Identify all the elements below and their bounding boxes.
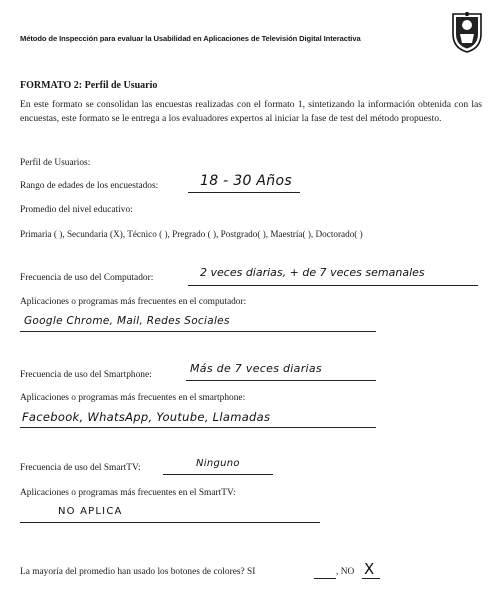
computer-frequency-value: 2 veces diarias, + de 7 veces semanales [200, 266, 425, 279]
smartphone-apps-line [20, 427, 376, 428]
smarttv-frequency-value: Ninguno [196, 458, 240, 469]
smartphone-frequency-value: Más de 7 veces diarias [190, 362, 322, 375]
computer-apps-label: Aplicaciones o programas más frecuentes en el computador: [20, 297, 247, 307]
profile-heading: Perfil de Usuarios: [20, 158, 91, 168]
computer-apps-value: Google Chrome, Mail, Redes Sociales [24, 315, 230, 327]
smartphone-apps-value: Facebook, WhatsApp, Youtube, Llamadas [22, 410, 271, 424]
computer-frequency-line [188, 285, 478, 286]
education-options: Primaria ( ), Secundaria (X), Técnico ( ), Pregrado ( ), Postgrado( ), Maestría( ), Doctorado( ) [20, 229, 363, 239]
no-option-label: , NO [336, 567, 355, 577]
smarttv-apps-value: NO APLICA [58, 506, 123, 517]
education-label: Promedio del nivel educativo: [20, 205, 133, 215]
no-answer-line [362, 578, 380, 579]
color-buttons-question: La mayoría del promedio han usado los botones de colores? SI [20, 567, 256, 577]
age-range-line [188, 192, 300, 193]
computer-apps-line [20, 331, 376, 332]
smartphone-apps-label: Aplicaciones o programas más frecuentes en el smartphone: [20, 393, 246, 403]
form-title: FORMATO 2: Perfil de Usuario [20, 80, 158, 91]
si-answer-line [314, 578, 336, 579]
no-answer-mark: X [364, 560, 375, 578]
document-header: Método de Inspección para evaluar la Usabilidad en Aplicaciones de Televisión Digital Interactiva [20, 34, 361, 43]
smarttv-apps-line [20, 522, 320, 523]
smarttv-frequency-line [163, 474, 273, 475]
age-range-value: 18 - 30 Años [200, 173, 292, 189]
computer-frequency-label: Frecuencia de uso del Computador: [20, 273, 154, 283]
intro-paragraph: En este formato se consolidan las encuestas realizadas con el formato 1, sintetizando la información obtenida con las encuestas, este formato se le entrega a los evaluadores expertos al iniciar la fase de test del método propuesto. [20, 99, 482, 124]
smartphone-frequency-label: Frecuencia de uso del Smartphone: [20, 370, 152, 380]
smarttv-frequency-label: Frecuencia de uso del SmartTV: [20, 463, 141, 473]
smarttv-apps-label: Aplicaciones o programas más frecuentes en el SmartTV: [20, 488, 236, 498]
smartphone-frequency-line [186, 380, 376, 381]
age-range-label: Rango de edades de los encuestados: [20, 181, 159, 191]
university-seal-icon [450, 10, 484, 54]
